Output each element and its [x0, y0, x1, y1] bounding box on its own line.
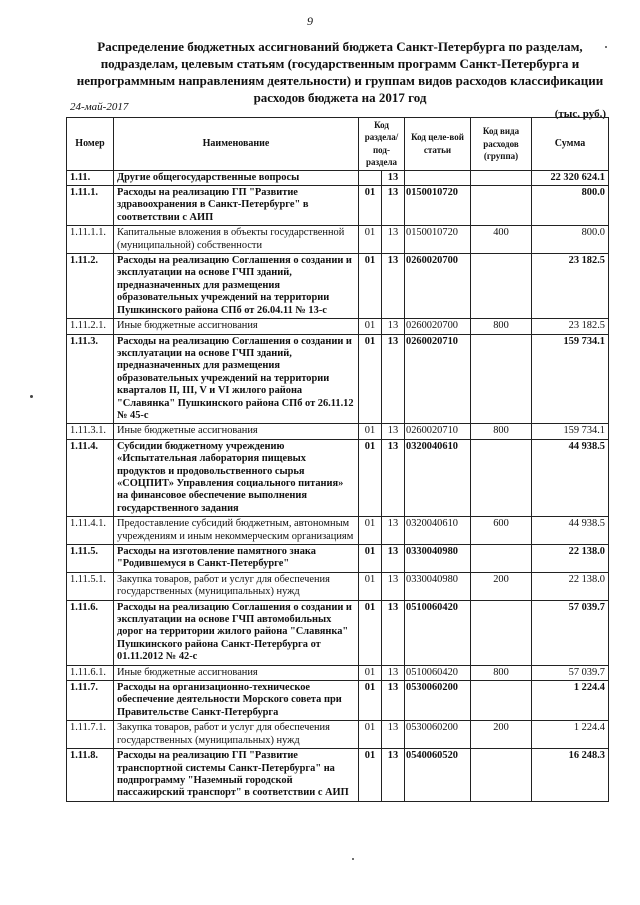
row-subsection-code: 13: [382, 186, 405, 226]
row-article-code: 0510060420: [405, 600, 471, 665]
row-sum: 57 039.7: [532, 665, 609, 680]
row-name: Субсидии бюджетному учреждению «Испытательная лаборатория пищевых продуктов и продовольственного сырья «СОЦПИТ» Управления социального питания» на финансовое обеспечение выполнения государственного задания: [114, 439, 359, 516]
row-subsection-code: 13: [382, 600, 405, 665]
row-number: 1.11.4.: [67, 439, 114, 516]
row-subsection-code: 13: [382, 254, 405, 319]
row-subsection-code: 13: [382, 681, 405, 721]
units-label: (тыс. руб.): [554, 108, 606, 120]
row-subsection-code: 13: [382, 170, 405, 185]
row-section-code: 01: [359, 424, 382, 439]
row-type-code: [471, 334, 532, 424]
row-number: 1.11.2.: [67, 254, 114, 319]
row-name: Расходы на реализацию ГП "Развитие здравоохранения в Санкт-Петербурге" в соответствии с АИП: [114, 186, 359, 226]
row-sum: 1 224.4: [532, 721, 609, 749]
table-row: [67, 226, 609, 254]
row-number: 1.11.6.: [67, 600, 114, 665]
row-section-code: 01: [359, 226, 382, 254]
row-section-code: 01: [359, 721, 382, 749]
row-sum: 159 734.1: [532, 424, 609, 439]
row-article-code: 0260020700: [405, 254, 471, 319]
row-name: Иные бюджетные ассигнования: [114, 424, 359, 439]
row-type-code: 200: [471, 721, 532, 749]
row-article-code: 0510060420: [405, 665, 471, 680]
row-number: 1.11.6.1.: [67, 665, 114, 680]
row-type-code: [471, 186, 532, 226]
row-name: Расходы на реализацию Соглашения о создании и эксплуатации на основе ГЧП зданий, предназначенных для размещения образовательных учреждений на территории кварталов II, III, V и VI жилого района "Славянка" Пушкинского района СПб от 26.11.12 № 45-с: [114, 334, 359, 424]
row-subsection-code: 13: [382, 334, 405, 424]
row-article-code: 0540060520: [405, 749, 471, 802]
document-date: 24-май-2017: [70, 101, 129, 113]
table-row: [67, 749, 609, 802]
row-article-code: 0260020710: [405, 424, 471, 439]
row-section-code: 01: [359, 665, 382, 680]
row-type-code: 200: [471, 572, 532, 600]
row-article-code: 0260020700: [405, 319, 471, 334]
row-section-code: 01: [359, 334, 382, 424]
row-name: Предоставление субсидий бюджетным, автономным учреждениям и иным некоммерческим организациям: [114, 517, 359, 545]
row-article-code: 0320040610: [405, 517, 471, 545]
row-section-code: 01: [359, 572, 382, 600]
table-row: [67, 424, 609, 439]
row-name: Иные бюджетные ассигнования: [114, 319, 359, 334]
scan-speck: [30, 395, 33, 398]
table-row: [67, 170, 609, 185]
row-subsection-code: 13: [382, 319, 405, 334]
table-row: [67, 721, 609, 749]
row-sum: 57 039.7: [532, 600, 609, 665]
row-subsection-code: 13: [382, 665, 405, 680]
row-type-code: 800: [471, 319, 532, 334]
row-type-code: [471, 749, 532, 802]
row-name: Иные бюджетные ассигнования: [114, 665, 359, 680]
row-number: 1.11.1.: [67, 186, 114, 226]
row-article-code: [405, 170, 471, 185]
row-section-code: 01: [359, 749, 382, 802]
row-number: 1.11.5.1.: [67, 572, 114, 600]
row-section-code: 01: [359, 681, 382, 721]
row-subsection-code: 13: [382, 439, 405, 516]
row-type-code: [471, 600, 532, 665]
row-type-code: [471, 545, 532, 573]
row-type-code: [471, 170, 532, 185]
row-number: 1.11.4.1.: [67, 517, 114, 545]
row-sum: 16 248.3: [532, 749, 609, 802]
table-row: [67, 600, 609, 665]
row-name: Закупка товаров, работ и услуг для обеспечения государственных (муниципальных) нужд: [114, 572, 359, 600]
row-number: 1.11.3.: [67, 334, 114, 424]
table-row: [67, 186, 609, 226]
row-name: Закупка товаров, работ и услуг для обеспечения государственных (муниципальных) нужд: [114, 721, 359, 749]
row-name: Расходы на изготовление памятного знака "Родившемуся в Санкт-Петербурге": [114, 545, 359, 573]
row-type-code: 600: [471, 517, 532, 545]
header-name: Наименование: [114, 118, 359, 171]
row-number: 1.11.2.1.: [67, 319, 114, 334]
row-article-code: 0530060200: [405, 721, 471, 749]
table-row: [67, 439, 609, 516]
row-article-code: 0330040980: [405, 545, 471, 573]
table-row: [67, 572, 609, 600]
row-article-code: 0530060200: [405, 681, 471, 721]
row-type-code: 400: [471, 226, 532, 254]
row-type-code: 800: [471, 424, 532, 439]
row-subsection-code: 13: [382, 226, 405, 254]
row-number: 1.11.1.1.: [67, 226, 114, 254]
document-title: Распределение бюджетных ассигнований бюджета Санкт-Петербурга по разделам, подразделам, целевым статьям (государственным программ Санкт-Петербурга и непрограммным направлениям деятельности) и группам видов расходов классификации расходов бюджета на 2017 год: [76, 39, 604, 105]
row-sum: 23 182.5: [532, 254, 609, 319]
row-article-code: 0150010720: [405, 226, 471, 254]
page-number: 9: [307, 14, 313, 28]
row-name: Капитальные вложения в объекты государственной (муниципальной) собственности: [114, 226, 359, 254]
header-number: Номер: [67, 118, 114, 171]
row-section-code: [359, 170, 382, 185]
row-section-code: 01: [359, 517, 382, 545]
row-sum: 22 138.0: [532, 572, 609, 600]
row-sum: 22 320 624.1: [532, 170, 609, 185]
row-sum: 800.0: [532, 186, 609, 226]
row-article-code: 0320040610: [405, 439, 471, 516]
row-name: Расходы на реализацию Соглашения о создании и эксплуатации на основе ГЧП зданий, предназначенных для размещения образовательных учреждений на территории Пушкинского района СПб от 26.04.11 № 13-с: [114, 254, 359, 319]
table-row: [67, 254, 609, 319]
row-subsection-code: 13: [382, 749, 405, 802]
row-sum: 1 224.4: [532, 681, 609, 721]
row-sum: 44 938.5: [532, 517, 609, 545]
row-section-code: 01: [359, 439, 382, 516]
table-row: [67, 319, 609, 334]
row-type-code: 800: [471, 665, 532, 680]
row-section-code: 01: [359, 319, 382, 334]
row-type-code: [471, 254, 532, 319]
row-type-code: [471, 439, 532, 516]
header-section-code: Код раздела/ под-раздела: [359, 118, 405, 171]
row-section-code: 01: [359, 545, 382, 573]
row-sum: 159 734.1: [532, 334, 609, 424]
table-row: [67, 681, 609, 721]
row-number: 1.11.7.1.: [67, 721, 114, 749]
header-article-code: Код целе-вой статьи: [405, 118, 471, 171]
row-number: 1.11.: [67, 170, 114, 185]
row-sum: 800.0: [532, 226, 609, 254]
row-name: Расходы на реализацию ГП "Развитие транспортной системы Санкт-Петербурга" на подпрограмму "Наземный городской пассажирский транспорт" в соответствии с АИП: [114, 749, 359, 802]
row-sum: 44 938.5: [532, 439, 609, 516]
row-subsection-code: 13: [382, 424, 405, 439]
row-sum: 22 138.0: [532, 545, 609, 573]
row-type-code: [471, 681, 532, 721]
table-row: [67, 517, 609, 545]
row-number: 1.11.8.: [67, 749, 114, 802]
row-subsection-code: 13: [382, 545, 405, 573]
row-section-code: 01: [359, 600, 382, 665]
row-name: Расходы на реализацию Соглашения о создании и эксплуатации на основе ГЧП автомобильных дорог на территории жилого района "Славянка" Пушкинского района Санкт-Петербурга от 01.11.2012 № 42-с: [114, 600, 359, 665]
row-number: 1.11.7.: [67, 681, 114, 721]
row-subsection-code: 13: [382, 517, 405, 545]
row-subsection-code: 13: [382, 721, 405, 749]
scan-speck: [352, 858, 354, 860]
header-sum: Сумма: [532, 118, 609, 171]
table-row: [67, 334, 609, 424]
scan-speck: [605, 46, 607, 48]
row-article-code: 0150010720: [405, 186, 471, 226]
row-section-code: 01: [359, 254, 382, 319]
row-name: Расходы на организационно-техническое обеспечение деятельности Морского совета при Правительстве Санкт-Петербурга: [114, 681, 359, 721]
row-subsection-code: 13: [382, 572, 405, 600]
row-number: 1.11.5.: [67, 545, 114, 573]
table-row: [67, 545, 609, 573]
row-sum: 23 182.5: [532, 319, 609, 334]
row-article-code: 0260020710: [405, 334, 471, 424]
row-section-code: 01: [359, 186, 382, 226]
header-type-code: Код вида расходов (группа): [471, 118, 532, 171]
row-article-code: 0330040980: [405, 572, 471, 600]
budget-table: [66, 117, 609, 802]
table-row: [67, 665, 609, 680]
row-name: Другие общегосударственные вопросы: [114, 170, 359, 185]
row-number: 1.11.3.1.: [67, 424, 114, 439]
table-header-row: [67, 118, 609, 171]
